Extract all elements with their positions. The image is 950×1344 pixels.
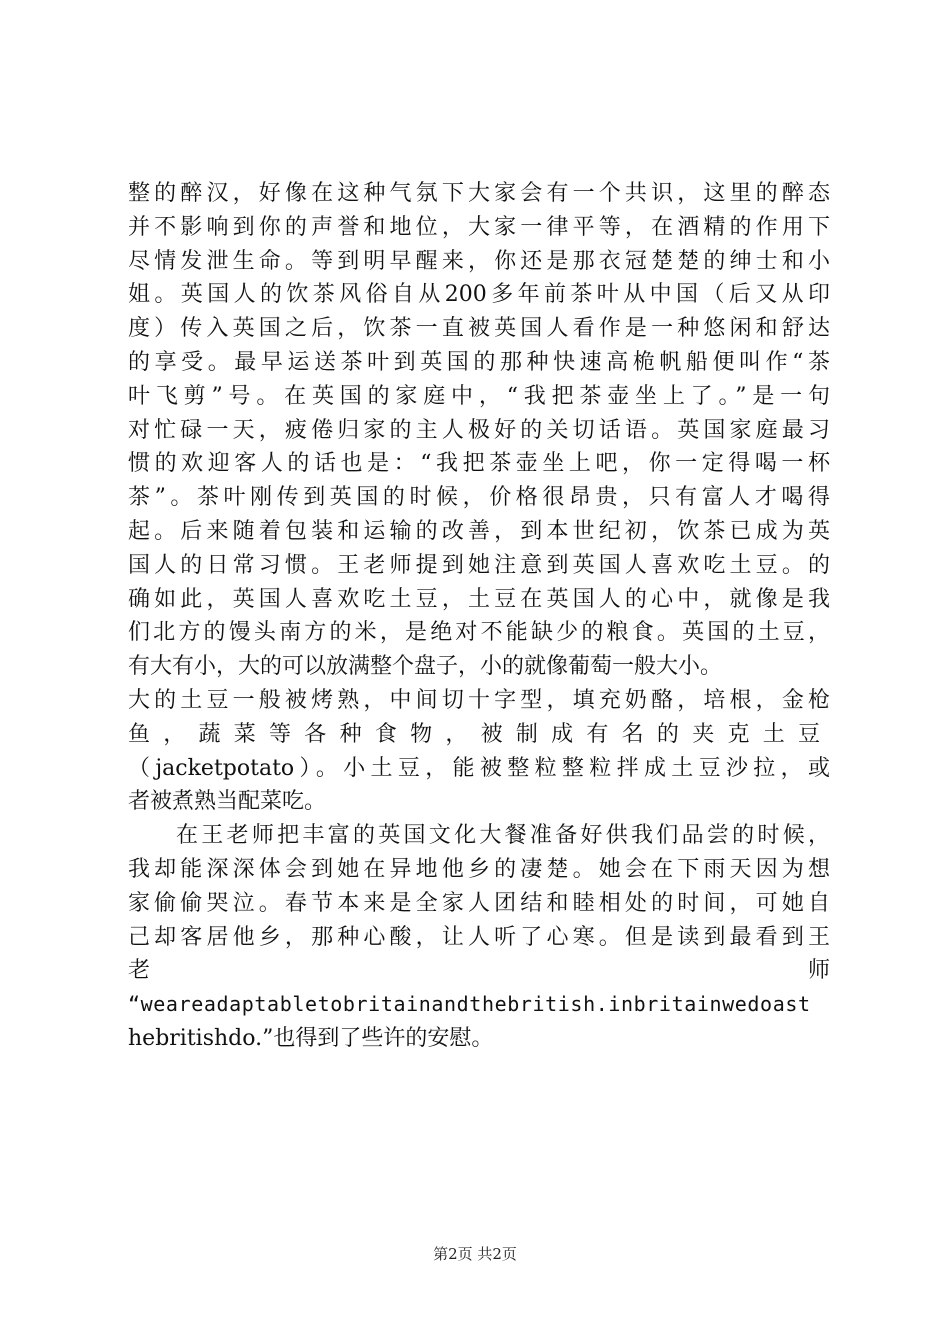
text-line: 鱼，蔬菜等各种食物，被制成有名的夹克土豆 bbox=[128, 721, 830, 747]
text-line: 家偷偷哭泣。春节本来是全家人团结和睦相处的时间，可她自 bbox=[128, 890, 830, 916]
split-line-left: 老 bbox=[128, 958, 151, 984]
text-line: 度）传入英国之后，饮茶一直被英国人看作是一种悠闲和舒达 bbox=[128, 316, 830, 342]
text-line: 有大有小，大的可以放满整个盘子，小的就像葡萄一般大小。 bbox=[128, 654, 723, 680]
text-line-latin: “weareadaptabletobritainandthebritish.inbritainwedoast bbox=[128, 992, 811, 1017]
text-line: 尽情发泄生命。等到明早醒来，你还是那衣冠楚楚的绅士和小 bbox=[128, 248, 830, 274]
text-line: 我却能深深体会到她在异地他乡的凄楚。她会在下雨天因为想 bbox=[128, 856, 830, 882]
text-line: 整的醉汉，好像在这种气氛下大家会有一个共识，这里的醉态 bbox=[128, 181, 830, 206]
split-line-right: 师 bbox=[807, 958, 830, 984]
text-line: 大的土豆一般被烤熟，中间切十字型，填充奶酪，培根，金枪 bbox=[128, 687, 830, 713]
text-line: 茶”。茶叶刚传到英国的时候，价格很昂贵，只有富人才喝得 bbox=[128, 485, 830, 511]
text-line: 并不影响到你的声誉和地位，大家一律平等，在酒精的作用下 bbox=[128, 214, 830, 240]
page-footer bbox=[0, 1244, 950, 1264]
text-line: 对忙碌一天，疲倦归家的主人极好的关切话语。英国家庭最习 bbox=[128, 417, 830, 443]
text-line: 惯的欢迎客人的话也是：“我把茶壶坐上吧，你一定得喝一杯 bbox=[128, 451, 830, 477]
text-line: hebritishdo.”也得到了些许的安慰。 bbox=[128, 1025, 494, 1051]
text-line: （jacketpotato）。小土豆，能被整粒整粒拌成土豆沙拉，或 bbox=[128, 755, 830, 781]
split-line bbox=[128, 954, 830, 988]
text-line: 叶飞剪”号。在英国的家庭中，“我把茶壶坐上了。”是一句 bbox=[128, 383, 830, 409]
text-line: 国人的日常习惯。王老师提到她注意到英国人喜欢吃土豆。的 bbox=[128, 552, 830, 578]
text-line: 的享受。最早运送茶叶到英国的那种快速高桅帆船便叫作“茶 bbox=[128, 349, 830, 375]
text-line: 姐。英国人的饮茶风俗自从200多年前茶叶从中国（后又从印 bbox=[128, 282, 830, 308]
body-text bbox=[128, 177, 830, 1056]
page-number: 第2页 共2页 bbox=[433, 1245, 517, 1263]
text-line: 起。后来随着包装和运输的改善，到本世纪初，饮茶已成为英 bbox=[128, 518, 830, 544]
text-line: 者被煮熟当配菜吃。 bbox=[128, 789, 327, 815]
text-line: 己却客居他乡，那种心酸，让人听了心寒。但是读到最看到王 bbox=[128, 924, 830, 950]
text-line: 确如此，英国人喜欢吃土豆，土豆在英国人的心中，就像是我 bbox=[128, 586, 830, 612]
text-line: 们北方的馒头南方的米，是绝对不能缺少的粮食。英国的土豆， bbox=[128, 620, 830, 646]
paragraph-start-line: 在王老师把丰富的英国文化大餐准备好供我们品尝的时候， bbox=[176, 823, 830, 849]
